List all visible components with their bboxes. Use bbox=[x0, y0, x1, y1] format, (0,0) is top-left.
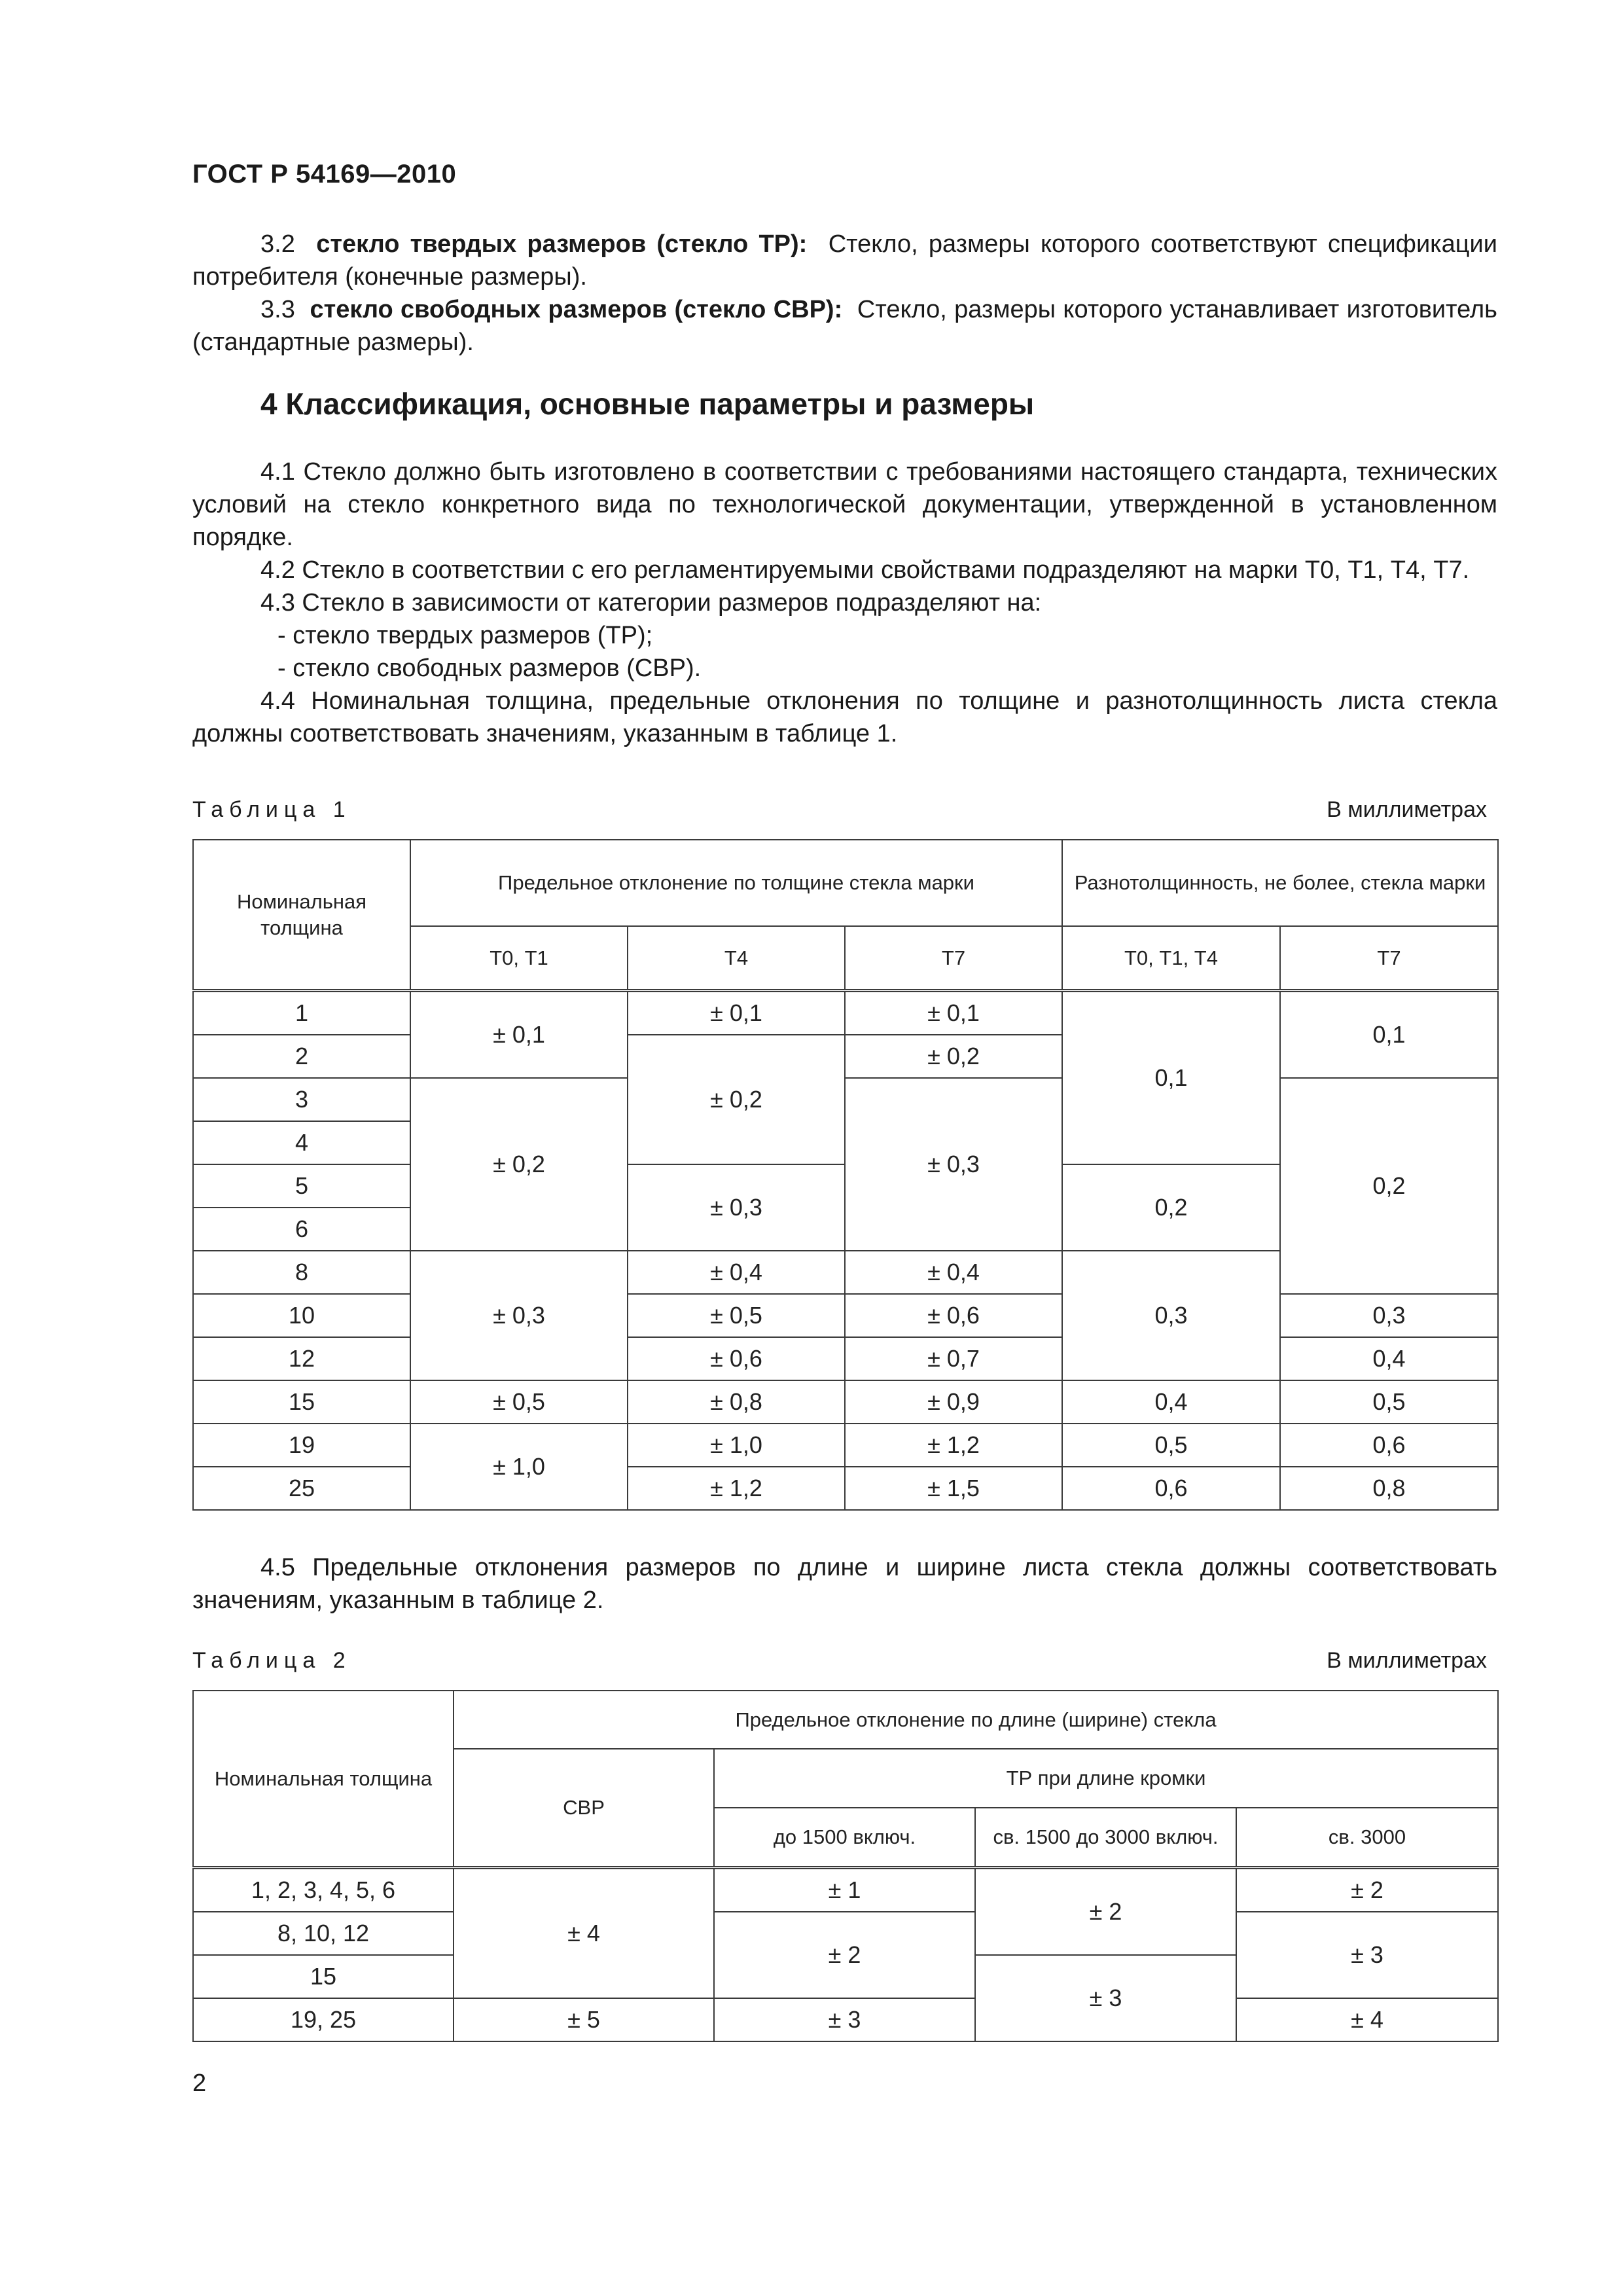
variation-t0t1t4-cell: 0,5 bbox=[1062, 1424, 1280, 1467]
definition: Стекло, размеры которого соответствуют спецификации потребителя (конечные размеры). bbox=[192, 230, 1497, 291]
table2-caption: Таблица 2 bbox=[192, 1648, 351, 1673]
variation-t7-cell: 0,8 bbox=[1280, 1467, 1498, 1510]
header-thickness-deviation: Предельное отклонение по толщине стекла марки bbox=[410, 840, 1062, 926]
table-row bbox=[193, 1380, 1498, 1424]
variation-t0t1t4-cell: 0,3 bbox=[1062, 1251, 1280, 1380]
upto1500-cell: ± 1 bbox=[714, 1868, 975, 1912]
deviation-t7-cell: ± 0,2 bbox=[845, 1035, 1062, 1078]
term: стекло свободных размеров (стекло СВР): bbox=[310, 296, 843, 323]
header-thickness-variation: Разнотолщинность, не более, стекла марки bbox=[1062, 840, 1498, 926]
svr-cell: ± 4 bbox=[454, 1868, 714, 1999]
table2-units: В миллиметрах bbox=[1327, 1648, 1487, 1673]
section-title: 4 Классификация, основные параметры и размеры bbox=[260, 387, 1035, 421]
header-length-deviation: Предельное отклонение по длине (ширине) стекла bbox=[454, 1691, 1498, 1749]
deviation-t7-cell: ± 0,9 bbox=[845, 1380, 1062, 1424]
upto1500-cell: ± 3 bbox=[714, 1998, 975, 2041]
deviation-t0t1-cell: ± 1,0 bbox=[410, 1424, 628, 1510]
clause-3-3 bbox=[192, 293, 1497, 359]
header-grade-t7: Т7 bbox=[845, 926, 1062, 991]
nominal-cell: 4 bbox=[193, 1121, 410, 1164]
clause-3-2 bbox=[192, 228, 1497, 293]
clause-4-4: 4.4 Номинальная толщина, предельные отклонения по толщине и разнотолщинность листа стекла должны соответствовать значениям, указанным в таблице 1. bbox=[192, 687, 1497, 747]
table-2 bbox=[192, 1690, 1499, 2042]
deviation-t7-cell: ± 0,6 bbox=[845, 1294, 1062, 1337]
table1-units: В миллиметрах bbox=[1327, 797, 1487, 822]
table-row bbox=[193, 1467, 1498, 1510]
deviation-t0t1-cell: ± 0,5 bbox=[410, 1380, 628, 1424]
deviation-t4-cell: ± 0,2 bbox=[628, 1035, 845, 1164]
section-4-body bbox=[192, 456, 1497, 750]
nominal-cell: 10 bbox=[193, 1294, 410, 1337]
clauses-3 bbox=[192, 228, 1497, 359]
deviation-t4-cell: ± 0,1 bbox=[628, 991, 845, 1035]
variation-t7-cell: 0,3 bbox=[1280, 1294, 1498, 1337]
deviation-t7-cell: ± 1,2 bbox=[845, 1424, 1062, 1467]
clause-4-3: 4.3 Стекло в зависимости от категории размеров подразделяют на: bbox=[260, 589, 1042, 617]
nominal-cell: 6 bbox=[193, 1208, 410, 1251]
svr-cell: ± 5 bbox=[454, 1998, 714, 2041]
over3000-cell: ± 2 bbox=[1236, 1868, 1498, 1912]
table-1 bbox=[192, 839, 1499, 1511]
variation-t7-cell: 0,2 bbox=[1280, 1078, 1498, 1294]
deviation-t4-cell: ± 0,5 bbox=[628, 1294, 845, 1337]
deviation-t4-cell: ± 0,3 bbox=[628, 1164, 845, 1251]
table-row bbox=[193, 1998, 1498, 2041]
nominal-cell: 2 bbox=[193, 1035, 410, 1078]
definition: Стекло, размеры которого устанавливает изготовитель (стандартные размеры). bbox=[192, 296, 1497, 356]
over3000-cell: ± 4 bbox=[1236, 1998, 1498, 2041]
deviation-t7-cell: ± 0,3 bbox=[845, 1078, 1062, 1251]
deviation-t7-cell: ± 1,5 bbox=[845, 1467, 1062, 1510]
clause-number: 3.2 bbox=[260, 230, 295, 258]
deviation-t0t1-cell: ± 0,3 bbox=[410, 1251, 628, 1380]
nominal-cell: 8, 10, 12 bbox=[193, 1912, 454, 1955]
nominal-cell: 19 bbox=[193, 1424, 410, 1467]
table-row bbox=[193, 1078, 1498, 1121]
variation-t7-cell: 0,1 bbox=[1280, 991, 1498, 1079]
nominal-cell: 3 bbox=[193, 1078, 410, 1121]
deviation-t7-cell: ± 0,1 bbox=[845, 991, 1062, 1035]
variation-t7-cell: 0,4 bbox=[1280, 1337, 1498, 1380]
deviation-t4-cell: ± 0,4 bbox=[628, 1251, 845, 1294]
deviation-t4-cell: ± 0,8 bbox=[628, 1380, 845, 1424]
deviation-t4-cell: ± 1,2 bbox=[628, 1467, 845, 1510]
clause-4-5-block bbox=[192, 1551, 1497, 1617]
header-grade-t0-t1-t4: Т0, Т1, Т4 bbox=[1062, 926, 1280, 991]
clause-4-1: 4.1 Стекло должно быть изготовлено в соответствии с требованиями настоящего стандарта, технических условий на стекло конкретного вида по технологической документации, утвержденной в установленном порядке. bbox=[192, 458, 1497, 551]
deviation-t4-cell: ± 0,6 bbox=[628, 1337, 845, 1380]
upto1500-cell: ± 2 bbox=[714, 1912, 975, 1998]
nominal-cell: 5 bbox=[193, 1164, 410, 1208]
variation-t0t1t4-cell: 0,4 bbox=[1062, 1380, 1280, 1424]
header-grade-t4: Т4 bbox=[628, 926, 845, 991]
deviation-t7-cell: ± 0,4 bbox=[845, 1251, 1062, 1294]
nominal-cell: 15 bbox=[193, 1955, 454, 1998]
variation-t7-cell: 0,5 bbox=[1280, 1380, 1498, 1424]
header-up-to-1500: до 1500 включ. bbox=[714, 1808, 975, 1868]
table-row bbox=[193, 1337, 1498, 1380]
header-grade-t7-variation: Т7 bbox=[1280, 926, 1498, 991]
nominal-cell: 1 bbox=[193, 991, 410, 1035]
deviation-t0t1-cell: ± 0,2 bbox=[410, 1078, 628, 1251]
table-row bbox=[193, 1424, 1498, 1467]
header-grade-t0-t1: Т0, Т1 bbox=[410, 926, 628, 991]
header-1500-to-3000: св. 1500 до 3000 включ. bbox=[975, 1808, 1236, 1868]
range-1500-3000-cell: ± 3 bbox=[975, 1955, 1236, 2041]
variation-t0t1t4-cell: 0,6 bbox=[1062, 1467, 1280, 1510]
deviation-t0t1-cell: ± 0,1 bbox=[410, 991, 628, 1079]
variation-t0t1t4-cell: 0,1 bbox=[1062, 991, 1280, 1165]
table-row bbox=[193, 1868, 1498, 1912]
header-over-3000: св. 3000 bbox=[1236, 1808, 1498, 1868]
clause-4-2: 4.2 Стекло в соответствии с его регламентируемыми свойствами подразделяют на марки Т0, Т1, Т4, Т7. bbox=[260, 556, 1470, 584]
over3000-cell: ± 3 bbox=[1236, 1912, 1498, 1998]
nominal-cell: 12 bbox=[193, 1337, 410, 1380]
list-item: - стекло твердых размеров (ТР); bbox=[277, 622, 653, 649]
deviation-t4-cell: ± 1,0 bbox=[628, 1424, 845, 1467]
page-number: 2 bbox=[192, 2070, 207, 2097]
variation-t0t1t4-cell: 0,2 bbox=[1062, 1164, 1280, 1251]
nominal-cell: 19, 25 bbox=[193, 1998, 454, 2041]
variation-t7-cell: 0,6 bbox=[1280, 1424, 1498, 1467]
clause-4-5: 4.5 Предельные отклонения размеров по длине и ширине листа стекла должны соответствовать значениям, указанным в таблице 2. bbox=[192, 1554, 1497, 1614]
header-nominal-thickness: Номинальная толщина bbox=[193, 840, 410, 991]
table-row bbox=[193, 1912, 1498, 1955]
table-row bbox=[193, 991, 1498, 1035]
document-code: ГОСТ Р 54169—2010 bbox=[192, 160, 457, 188]
term: стекло твердых размеров (стекло ТР): bbox=[316, 230, 808, 258]
header-nominal-thickness: Номинальная толщина bbox=[193, 1691, 454, 1868]
deviation-t7-cell: ± 0,7 bbox=[845, 1337, 1062, 1380]
clause-number: 3.3 bbox=[260, 296, 295, 323]
nominal-cell: 8 bbox=[193, 1251, 410, 1294]
list-item: - стекло свободных размеров (СВР). bbox=[277, 655, 702, 682]
range-1500-3000-cell: ± 2 bbox=[975, 1868, 1236, 1956]
nominal-cell: 1, 2, 3, 4, 5, 6 bbox=[193, 1868, 454, 1912]
table1-caption: Таблица 1 bbox=[192, 797, 351, 822]
nominal-cell: 15 bbox=[193, 1380, 410, 1424]
header-tr-edge-length: ТР при длине кромки bbox=[714, 1749, 1498, 1808]
nominal-cell: 25 bbox=[193, 1467, 410, 1510]
header-svr: СВР bbox=[454, 1749, 714, 1868]
table-row bbox=[193, 1294, 1498, 1337]
